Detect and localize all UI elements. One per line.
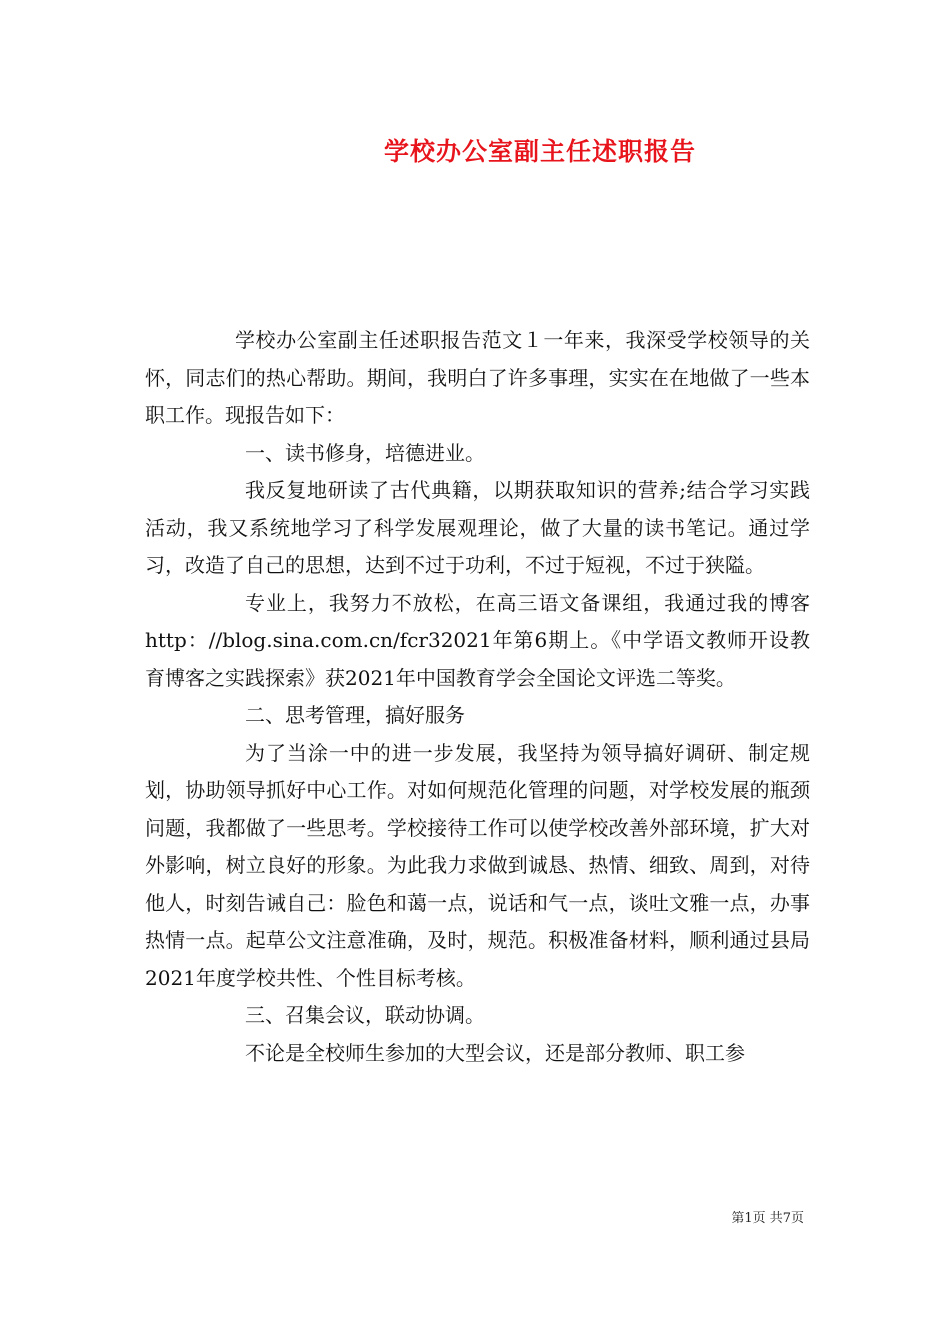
section-heading-1: 一、读书修身，培德进业。 (245, 440, 485, 465)
paragraph-reading: 我反复地研读了古代典籍，以期获取知识的营养;结合学习实践活动，我又系统地学习了科学发展观理论，做了大量的读书笔记。通过学习，改造了自己的思想，达到不过于功利，不过于短视，不过于狭隘。 (145, 478, 810, 577)
section-heading-3: 三、召集会议，联动协调。 (245, 1003, 485, 1027)
paragraph-management: 为了当涂一中的进一步发展，我坚持为领导搞好调研、制定规划，协助领导抓好中心工作。对如何规范化管理的问题，对学校发展的瓶颈问题，我都做了一些思考。学校接待工作可以使学校改善外部环境，扩大对外影响，树立良好的形象。为此我力求做到诚恳、热情、细致、周到，对待他人，时刻告诫自己：脸色和蔼一点，说话和气一点，谈吐文雅一点，办事热情一点。起草公文注意准确，及时，规范。积极准备材料，顺利通过县局2021年度学校共性、个性目标考核。 (145, 740, 810, 990)
paragraph-meetings: 不论是全校师生参加的大型会议，还是部分教师、职工参 (245, 1040, 745, 1065)
paragraph-intro: 学校办公室副主任述职报告范文１一年来，我深受学校领导的关怀，同志们的热心帮助。期间，我明白了许多事理，实实在在地做了一些本职工作。现报告如下： (145, 328, 810, 427)
page-number: 第1页 共7页 (731, 1211, 804, 1226)
document-body (145, 322, 810, 1072)
paragraph-professional: 专业上，我努力不放松，在高三语文备课组，我通过我的博客http：//blog.sina.com.cn/fcr32021年第6期上。《中学语文教师开设教育博客之实践探索》获2021年中国教育学会全国论文评选二等奖。 (145, 590, 810, 690)
section-heading-2: 二、思考管理，搞好服务 (245, 703, 465, 727)
document-title: 学校办公室副主任述职报告 (383, 137, 696, 166)
